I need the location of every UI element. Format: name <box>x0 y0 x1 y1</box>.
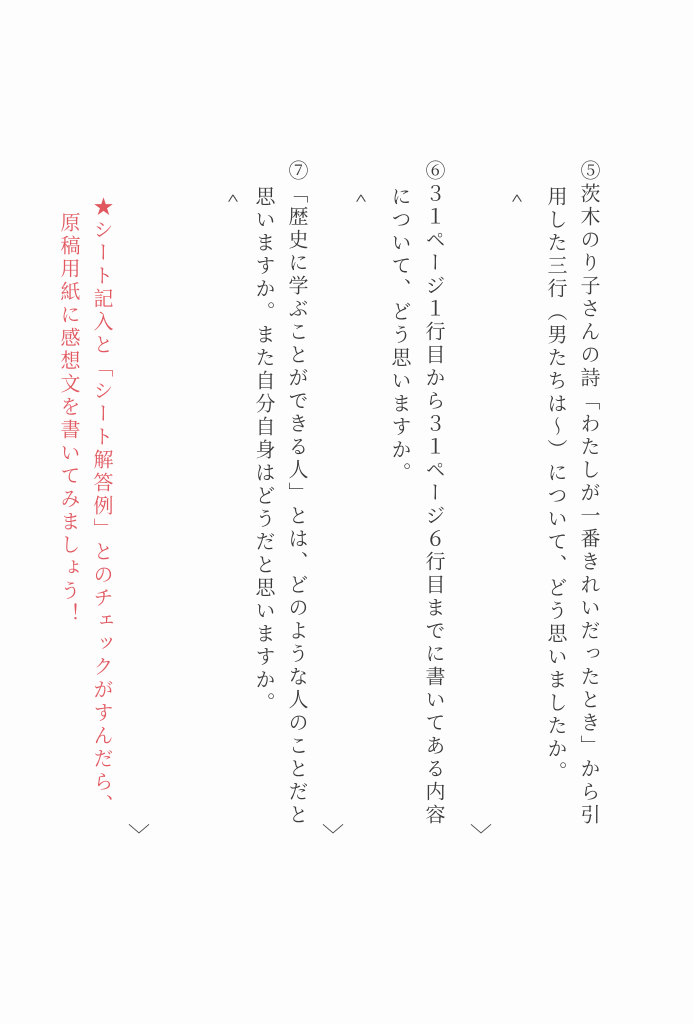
question-7-line-2: 思いますか。また自分自身はどうだと思いますか。 <box>252 186 276 715</box>
answer-space-open-bracket-5: ＾ <box>506 188 529 213</box>
instruction-note-line-2: 原稿用紙に感想文を書いてみましょう！ <box>57 212 81 626</box>
answer-space-close-bracket-note: ﹀ <box>128 824 151 849</box>
question-5-line-1: ⑤茨木のり子さんの詩「わたしが一番きれいだったとき」から引 <box>577 160 601 827</box>
question-6-line-1: ⑥３１ページ１行目から３１ページ６行目までに書いてある内容 <box>422 160 446 827</box>
instruction-note-line-1: ★シート記入と「シート解答例」とのチェックがすんだら、 <box>90 196 114 817</box>
question-7-line-1: ⑦「歴史に学ぶことができる人」とは、どのような人のことだと <box>285 160 309 827</box>
answer-space-close-bracket-5: ﹀ <box>470 824 493 849</box>
question-5-line-2: 用した三行（男たちは～）について、どう思いましたか。 <box>544 186 568 784</box>
question-6-line-2: について、どう思いますか。 <box>388 186 412 485</box>
answer-space-close-bracket-6: ﹀ <box>322 824 345 849</box>
answer-space-open-bracket-6: ＾ <box>350 188 373 213</box>
answer-space-open-bracket-7: ＾ <box>222 188 245 213</box>
